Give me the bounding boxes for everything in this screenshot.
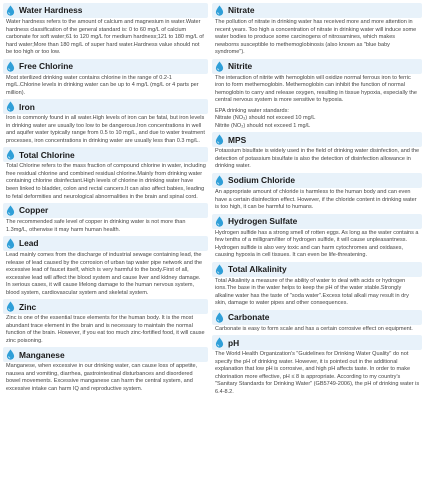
section-lead — [3, 236, 208, 297]
section-body — [212, 147, 422, 171]
water-drop-icon — [215, 264, 224, 275]
section-title: Total Chlorine — [19, 149, 75, 160]
section-paragraph: Total Alkalinity a measure of the ability of water to deal with acids or hydrogen ions.The base in the water helps to keep the pH of the water stable.Strongly alkaline water has the taste of "soda water".Excess total alkali may result in dry skin, damage to water pipes and other consequences. — [215, 277, 409, 307]
section-header — [3, 347, 208, 362]
section-hydrogen-sulfate — [212, 214, 422, 260]
water-drop-icon — [6, 61, 15, 72]
section-header — [212, 214, 422, 229]
section-iron — [3, 99, 208, 145]
section-body — [212, 18, 422, 57]
section-header — [3, 147, 208, 162]
water-drop-icon — [6, 349, 15, 360]
section-title: Iron — [19, 101, 35, 112]
section-paragraph: Manganese, when excessive in our drinking water, can cause loss of appetite, nausea and vomiting, diarrhea, gastrointestinal disturbances and disordered bowel movements. Excessive manganese can harm the central system, and excessive intake can harm IQ and reproductive system. — [6, 363, 198, 392]
section-body — [212, 74, 422, 131]
section-title: Free Chlorine — [19, 60, 73, 71]
section-header — [212, 335, 422, 350]
section-paragraph: Zinc is one of the essential trace elements for the human body. It is the most abundant trace element in the brain and is necessary to maintain the normal function of the brain. However, if you eat too much zinc-fortified food, it will cause zinc poisoning. — [6, 315, 205, 344]
water-drop-icon — [215, 337, 224, 348]
water-drop-icon — [215, 5, 224, 16]
section-body — [212, 350, 422, 396]
section-body — [212, 188, 422, 212]
section-paragraph: Potassium bisulfate is widely used in the field of drinking water disinfection, and the detection of potassium bisulfate is also the detection of disinfection allowance in drinking water. — [215, 148, 420, 170]
water-drop-icon — [6, 205, 15, 216]
section-header — [212, 173, 422, 188]
section-header — [212, 310, 422, 325]
section-paragraph: Hydrogen sulfide has a strong smell of rotten eggs. As long as the water contains a few tenths of a milligram/liter of hydrogen sulfide, it will cause unpleasantness. Hydrogen sulfide is also very toxic and can harm cytochromes and oxidases, causing hypoxia in cell tissues. It can even be life-threatening. — [215, 229, 419, 259]
section-body — [3, 114, 208, 145]
section-title: MPS — [228, 134, 247, 145]
water-drop-icon — [215, 61, 224, 72]
section-paragraph: Iron is commonly found in all water.High levels of iron can be fatal, but iron levels in drinking water are usually too low to be dangerous.Iron concentrations in well and aquifer water typically range from 0.5 to 10 mg/L, and due to water treatment processes, iron concentrations in drinking water are usually less than 0.3 mg/L. — [6, 115, 205, 144]
section-title: Water Hardness — [19, 5, 83, 16]
section-carbonate — [212, 310, 422, 334]
section-mps — [212, 132, 422, 171]
section-title: Lead — [19, 238, 39, 249]
section-header — [212, 132, 422, 147]
section-ph — [212, 335, 422, 396]
section-title: Copper — [19, 205, 49, 216]
right-column — [212, 3, 422, 497]
water-drop-icon — [215, 216, 224, 227]
section-title: Manganese — [19, 349, 65, 360]
section-paragraph: The interaction of nitrite with hemoglobin will oxidize normal ferrous iron to ferric iron to form methemoglobin. Methemoglobin can inhibit the function of normal hemoglobin to carry and release oxygen, resulting in tissue hypoxia, especially the central nervous system is more sensitive to hypoxia. — [215, 74, 417, 104]
section-paragraph: Most sterilized drinking water contains chlorine in the range of 0.2-1 mg/L.Chlorine levels in drinking water can be up to 4 mg/L (mg/L or 4 parts per million). — [6, 74, 199, 96]
section-free-chlorine — [3, 59, 208, 98]
section-header — [3, 59, 208, 74]
section-body — [3, 162, 208, 201]
water-drop-icon — [6, 5, 15, 16]
water-drop-icon — [215, 175, 224, 186]
water-drop-icon — [215, 134, 224, 145]
section-title: Nitrate — [228, 5, 255, 16]
water-drop-icon — [6, 301, 15, 312]
section-paragraph: Total Chlorine refers to the mass fraction of compound chlorine in water, including free residual chlorine and combined residual chlorine.Mainly from drinking water containing chlorine disinfectant.High levels of chlorine in drinking water have been linked to bladder, colon and rectal cancers.It can also affect babies, leading to fetal deformities and neurological abnormalities in the brain and spinal cord. — [6, 163, 206, 200]
section-paragraph: The recommended safe level of copper in drinking water is not more than 1.3mg/L, otherwise it may harm human health. — [6, 219, 186, 233]
section-body — [3, 314, 208, 345]
section-total-chlorine — [3, 147, 208, 201]
section-header — [212, 59, 422, 74]
section-total-alkalinity — [212, 262, 422, 308]
section-paragraph: Carbonate is easy to form scale and has a certain corrosive effect on equipment. — [215, 325, 413, 332]
section-paragraph: Nitrate (NO₃) should not exceed 10 mg/L — [215, 115, 316, 122]
section-paragraph: Nitrite (NO₂) should not exceed 1 mg/L — [215, 122, 311, 129]
section-body — [3, 251, 208, 297]
section-title: Nitrite — [228, 60, 253, 71]
section-paragraph: The pollution of nitrate in drinking water has received more and more attention in recent years. Too high a concentration of nitrate in drinking water will induce some water bodies to produce some carcinogens of nitrosamines, which makes newborns susceptible to methemoglobinosis (also known as "blue baby syndrome"). — [215, 19, 417, 56]
section-header — [212, 3, 422, 18]
section-paragraph: The World Health Organization's "Guidelines for Drinking Water Quality" do not specify the pH of drinking water. However, it is pointed out in the additional explanation that low pH is corrosive, and high pH affects taste. In order to make chlorination more effective, pH ≤ 8 is appropriate. According to my country's "Sanitary Standards for Drinking Water" (GB5749-2006), the pH of drinking water is 6.4-8.2. — [215, 351, 420, 395]
section-header — [3, 3, 208, 18]
section-nitrite — [212, 59, 422, 131]
section-title: pH — [228, 337, 240, 348]
section-paragraph: Lead mainly comes from the discharge of industrial sewage containing lead, the release of lead caused by the corrosion of urban tap water pipe network and the excessive lead of faucet itself, which is very harmful to the body.First of all, excessive lead will affect the blood system and cause liver and kidney damage. In serious cases, it will cause lifelong damage to the human nervous system, blood system, cardiovascular system and skeletal system. — [6, 252, 203, 296]
water-drop-icon — [215, 312, 224, 323]
section-title: Carbonate — [228, 312, 270, 323]
section-body — [3, 18, 208, 57]
section-nitrate — [212, 3, 422, 57]
section-header — [3, 299, 208, 314]
section-header — [3, 236, 208, 251]
water-drop-icon — [6, 149, 15, 160]
section-body — [3, 362, 208, 393]
section-copper — [3, 203, 208, 234]
section-manganese — [3, 347, 208, 393]
section-sodium-chloride — [212, 173, 422, 212]
section-title: Sodium Chloride — [228, 175, 295, 186]
section-paragraph: EPA drinking water standards: — [215, 107, 289, 114]
left-column — [3, 3, 208, 497]
section-body — [212, 277, 422, 308]
section-body — [212, 325, 422, 334]
section-body — [3, 218, 208, 234]
section-title: Zinc — [19, 301, 37, 312]
section-header — [3, 99, 208, 114]
section-body — [3, 74, 208, 98]
section-title: Total Alkalinity — [228, 263, 287, 274]
section-header — [212, 262, 422, 277]
section-header — [3, 203, 208, 218]
water-drop-icon — [6, 238, 15, 249]
section-paragraph: An appropriate amount of chloride is harmless to the human body and can even have a certain disinfection effect. However, if the chloride content in drinking water is too high, it can be harmful to humans. — [215, 188, 417, 211]
section-water-hardness — [3, 3, 208, 57]
section-paragraph: Water hardness refers to the amount of calcium and magnesium in water.Water hardness classification of the general standard is: 0 to 60 mg/L of calcium carbonate for soft water;61 to 120 mg/L for medium hardness;121 to 180 mg/L of hard water;More than 180 mg/L of super hard water.Hardness value should not be too high or too low. — [6, 19, 204, 56]
section-title: Hydrogen Sulfate — [228, 215, 298, 226]
section-zinc — [3, 299, 208, 345]
section-body — [212, 229, 422, 260]
water-drop-icon — [6, 101, 15, 112]
